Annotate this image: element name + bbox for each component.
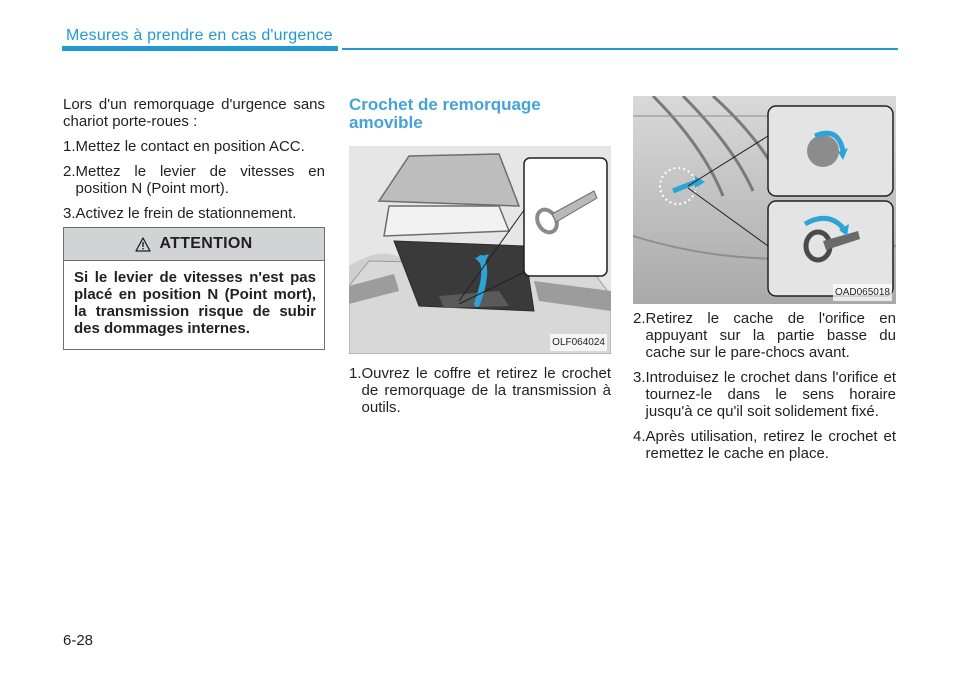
- step-number: 2.: [633, 310, 646, 327]
- step-number: 4.: [633, 428, 646, 445]
- header-title: Mesures à prendre en cas d'urgence: [66, 27, 333, 44]
- trunk-illustration: [349, 146, 611, 354]
- step-text: Retirez le cache de l'orifice en appuyant sur la partie basse du cache sur le pare-chocs avant.: [645, 310, 896, 361]
- step-number: 3.: [63, 205, 76, 222]
- attention-box: [63, 227, 325, 350]
- page-number: 6-28: [63, 632, 94, 649]
- header-rule-thick: [62, 46, 338, 51]
- header-rule-thin: [342, 48, 898, 50]
- attention-title: ATTENTION: [159, 235, 253, 252]
- warning-triangle-icon: [135, 237, 151, 252]
- middle-column: [349, 96, 611, 424]
- attention-text: Si le levier de vitesses n'est pas placé en position N (Point mort), la transmission risque de subir des dommages internes.: [74, 269, 316, 337]
- step-item: [63, 163, 325, 197]
- intro-paragraph: Lors d'un remorquage d'urgence sans chariot porte-roues :: [63, 96, 325, 130]
- step-item: [63, 205, 325, 222]
- step-number: 2.: [63, 163, 76, 180]
- step-item: [63, 138, 325, 155]
- step-number: 1.: [63, 138, 76, 155]
- step-item: [633, 428, 896, 462]
- step-text: Après utilisation, retirez le crochet et remettez le cache en place.: [645, 428, 896, 462]
- right-column: [633, 96, 896, 470]
- attention-header: [64, 228, 324, 261]
- step-number: 1.: [349, 365, 362, 382]
- bumper-figure: [633, 96, 896, 304]
- step-text: Introduisez le crochet dans l'orifice et tournez-le dans le sens horaire jusqu'à ce qu'il soit solidement fixé.: [645, 369, 896, 420]
- step-item: [633, 310, 896, 361]
- step-number: 3.: [633, 369, 646, 386]
- step-text: Mettez le levier de vitesses en position N (Point mort).: [75, 163, 325, 197]
- step-text: Ouvrez le coffre et retirez le crochet de remorquage de la transmission à outils.: [361, 365, 611, 416]
- section-title: Crochet de remorquage amovible: [349, 95, 541, 132]
- left-column: [63, 96, 325, 230]
- bumper-illustration: [633, 96, 896, 304]
- step-text: Mettez le contact en position ACC.: [75, 138, 305, 155]
- figure-code: OAD065018: [833, 284, 892, 301]
- step-item: [349, 365, 611, 416]
- trunk-figure: [349, 146, 611, 354]
- step-item: [633, 369, 896, 420]
- step-text: Activez le frein de stationnement.: [75, 205, 297, 222]
- figure-code: OLF064024: [550, 334, 607, 351]
